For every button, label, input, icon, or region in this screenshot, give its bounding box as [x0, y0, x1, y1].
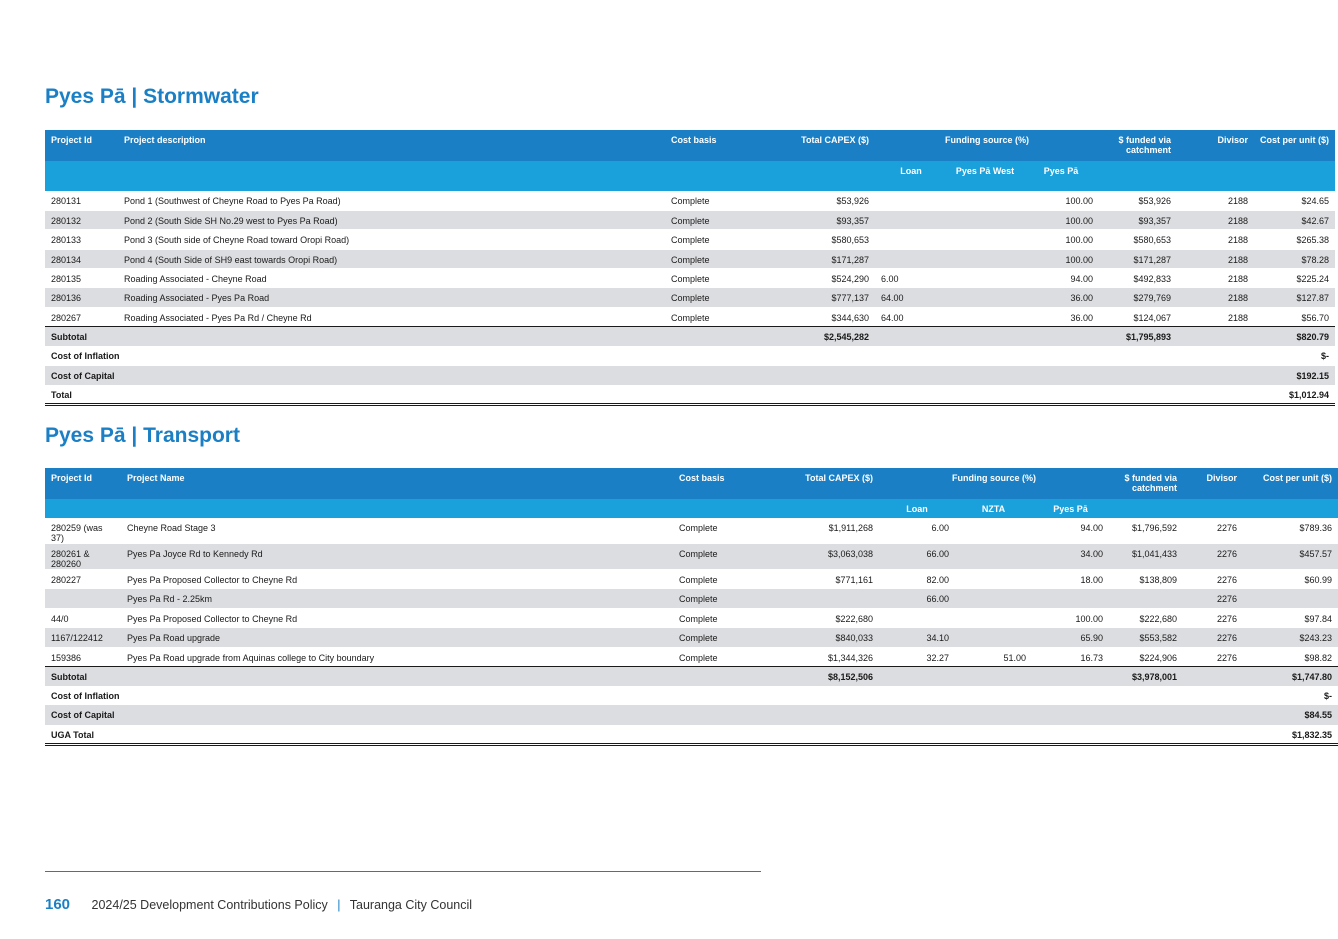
cell-id: 280261 & 280260	[45, 544, 121, 570]
cell-divisor: 2188	[1177, 307, 1254, 326]
cell-divisor: 2276	[1183, 608, 1243, 627]
cell-cpu: $265.38	[1254, 230, 1335, 249]
cell-desc: Pond 1 (Southwest of Cheyne Road to Pyes Pa Road)	[118, 191, 665, 210]
cell-cpu: $127.87	[1254, 288, 1335, 307]
table-row	[45, 249, 1335, 268]
cell-capex: $1,344,326	[765, 647, 879, 666]
total-label: Total	[45, 385, 1254, 404]
table-row	[45, 544, 1338, 570]
cell-cpu: $225.24	[1254, 269, 1335, 288]
cell-id: 280135	[45, 269, 118, 288]
cell-name: Cheyne Road Stage 3	[121, 518, 673, 544]
cell-id: 280227	[45, 570, 121, 589]
capital-value: $192.15	[1254, 366, 1335, 385]
cell-id: 280134	[45, 249, 118, 268]
table-row	[45, 628, 1338, 647]
cell-basis: Complete	[673, 628, 765, 647]
stormwater-table	[45, 130, 1335, 406]
cell-name: Pyes Pa Proposed Collector to Cheyne Rd	[121, 570, 673, 589]
cell-nzta	[955, 544, 1032, 570]
cell-id: 159386	[45, 647, 121, 666]
cell-capex: $222,680	[765, 608, 879, 627]
cell-loan	[875, 191, 947, 210]
subtotal-label: Subtotal	[45, 666, 765, 685]
col-loan: Loan	[879, 499, 955, 518]
table-row	[45, 589, 1338, 608]
cell-basis: Complete	[673, 608, 765, 627]
cell-pyes	[1032, 589, 1109, 608]
cell-cpu: $42.67	[1254, 210, 1335, 229]
cell-id: 280133	[45, 230, 118, 249]
subtotal-funded: $1,795,893	[1099, 327, 1177, 346]
cell-pyes: 16.73	[1032, 647, 1109, 666]
uga-total-value: $1,832.35	[1243, 725, 1338, 744]
transport-title: Pyes Pā | Transport	[45, 424, 240, 447]
table-row	[45, 518, 1338, 544]
cell-funded: $1,796,592	[1109, 518, 1183, 544]
cell-capex: $344,630	[757, 307, 875, 326]
cell-loan	[875, 210, 947, 229]
cell-cpu: $457.57	[1243, 544, 1338, 570]
cell-capex: $93,357	[757, 210, 875, 229]
cell-cpu	[1243, 589, 1338, 608]
cell-nzta	[955, 589, 1032, 608]
cell-west	[947, 191, 1023, 210]
cell-pyes: 94.00	[1032, 518, 1109, 544]
transport-table	[45, 468, 1338, 746]
cell-nzta	[955, 518, 1032, 544]
cell-loan	[879, 608, 955, 627]
cell-funded: $93,357	[1099, 210, 1177, 229]
cell-west	[947, 269, 1023, 288]
cell-funded: $138,809	[1109, 570, 1183, 589]
cell-id: 280132	[45, 210, 118, 229]
table-row	[45, 269, 1335, 288]
col-divisor: Divisor	[1177, 130, 1254, 161]
cell-basis: Complete	[665, 307, 757, 326]
cell-desc: Pond 4 (South Side of SH9 east towards Oropi Road)	[118, 249, 665, 268]
cell-nzta	[955, 608, 1032, 627]
cell-pyes: 36.00	[1023, 288, 1099, 307]
cell-funded: $171,287	[1099, 249, 1177, 268]
cell-capex: $771,161	[765, 570, 879, 589]
cell-cpu: $60.99	[1243, 570, 1338, 589]
subtotal-label: Subtotal	[45, 327, 757, 346]
cell-funded: $53,926	[1099, 191, 1177, 210]
table-row	[45, 230, 1335, 249]
table-row	[45, 191, 1335, 210]
col-cost-basis: Cost basis	[665, 130, 757, 161]
cell-loan: 82.00	[879, 570, 955, 589]
cell-pyes: 100.00	[1023, 210, 1099, 229]
cell-divisor: 2188	[1177, 230, 1254, 249]
cell-funded: $224,906	[1109, 647, 1183, 666]
cell-desc: Pond 2 (South Side SH No.29 west to Pyes Pa Road)	[118, 210, 665, 229]
cell-divisor: 2276	[1183, 544, 1243, 570]
cell-cpu: $243.23	[1243, 628, 1338, 647]
cell-funded: $279,769	[1099, 288, 1177, 307]
col-funded-via-catchment: $ funded via catchment	[1099, 130, 1177, 161]
cell-capex: $1,911,268	[765, 518, 879, 544]
capital-label: Cost of Capital	[45, 366, 1254, 385]
cell-funded: $124,067	[1099, 307, 1177, 326]
document-title: 2024/25 Development Contributions Policy	[91, 898, 328, 912]
inflation-label: Cost of Inflation	[51, 351, 120, 362]
cell-cpu: $789.36	[1243, 518, 1338, 544]
col-nzta: NZTA	[955, 499, 1032, 518]
page-footer	[45, 896, 472, 913]
cell-loan	[875, 230, 947, 249]
cell-funded: $580,653	[1099, 230, 1177, 249]
cell-basis: Complete	[673, 570, 765, 589]
cell-loan: 66.00	[879, 544, 955, 570]
col-project-id: Project Id	[45, 130, 118, 161]
cell-divisor: 2276	[1183, 628, 1243, 647]
cell-name: Pyes Pa Rd - 2.25km	[121, 589, 673, 608]
table-row	[45, 288, 1335, 307]
cell-basis: Complete	[665, 191, 757, 210]
cell-loan: 6.00	[875, 269, 947, 288]
col-cost-basis: Cost basis	[673, 468, 765, 499]
cell-west	[947, 307, 1023, 326]
cell-name: Pyes Pa Joyce Rd to Kennedy Rd	[121, 544, 673, 570]
cell-pyes: 36.00	[1023, 307, 1099, 326]
page-number: 160	[45, 896, 71, 913]
footer-divider	[45, 871, 761, 872]
cell-basis: Complete	[673, 518, 765, 544]
cell-basis: Complete	[673, 544, 765, 570]
cell-desc: Roading Associated - Pyes Pa Road	[118, 288, 665, 307]
cell-capex	[765, 589, 879, 608]
cell-desc: Roading Associated - Cheyne Road	[118, 269, 665, 288]
cell-funded: $492,833	[1099, 269, 1177, 288]
cell-cpu: $78.28	[1254, 249, 1335, 268]
uga-total-label: UGA Total	[45, 725, 1243, 744]
cell-pyes: 34.00	[1032, 544, 1109, 570]
table-row	[45, 570, 1338, 589]
cell-loan: 34.10	[879, 628, 955, 647]
cell-nzta	[955, 628, 1032, 647]
subtotal-capex: $8,152,506	[765, 666, 879, 685]
cell-pyes: 65.90	[1032, 628, 1109, 647]
cell-id: 44/0	[45, 608, 121, 627]
col-project-name: Project Name	[121, 468, 673, 499]
cell-capex: $524,290	[757, 269, 875, 288]
cell-divisor: 2276	[1183, 518, 1243, 544]
cell-capex: $580,653	[757, 230, 875, 249]
cell-funded	[1109, 589, 1183, 608]
cell-divisor: 2188	[1177, 210, 1254, 229]
col-funding-source: Funding source (%)	[875, 130, 1099, 161]
cell-pyes: 100.00	[1023, 191, 1099, 210]
organisation-name: Tauranga City Council	[349, 898, 473, 912]
cell-funded: $1,041,433	[1109, 544, 1183, 570]
col-project-id: Project Id	[45, 468, 121, 499]
cell-pyes: 100.00	[1023, 230, 1099, 249]
subtotal-capex: $2,545,282	[757, 327, 875, 346]
table-row	[45, 307, 1335, 326]
cell-name: Pyes Pa Road upgrade	[121, 628, 673, 647]
cell-west	[947, 249, 1023, 268]
cell-cpu: $24.65	[1254, 191, 1335, 210]
cell-divisor: 2276	[1183, 647, 1243, 666]
cell-pyes: 100.00	[1023, 249, 1099, 268]
cell-loan: 64.00	[875, 288, 947, 307]
cell-capex: $777,137	[757, 288, 875, 307]
cell-loan: 66.00	[879, 589, 955, 608]
cell-name: Pyes Pa Road upgrade from Aquinas college to City boundary	[121, 647, 673, 666]
capital-label: Cost of Capital	[45, 705, 1243, 724]
cell-cpu: $98.82	[1243, 647, 1338, 666]
cell-west	[947, 210, 1023, 229]
cell-divisor: 2188	[1177, 269, 1254, 288]
cell-desc: Pond 3 (South side of Cheyne Road toward Oropi Road)	[118, 230, 665, 249]
table-row	[45, 647, 1338, 666]
col-pyes-pa-west: Pyes Pā West	[947, 161, 1023, 191]
cell-capex: $3,063,038	[765, 544, 879, 570]
col-total-capex: Total CAPEX ($)	[757, 130, 875, 161]
cell-divisor: 2188	[1177, 288, 1254, 307]
cell-divisor: 2188	[1177, 249, 1254, 268]
cell-loan	[875, 249, 947, 268]
cell-id: 280136	[45, 288, 118, 307]
subtotal-cost-per-unit: $820.79	[1254, 327, 1335, 346]
cell-id: 280267	[45, 307, 118, 326]
cell-basis: Complete	[665, 269, 757, 288]
cell-loan: 32.27	[879, 647, 955, 666]
cell-basis: Complete	[665, 249, 757, 268]
subtotal-cost-per-unit: $1,747.80	[1243, 666, 1338, 685]
table-row	[45, 210, 1335, 229]
col-divisor: Divisor	[1183, 468, 1243, 499]
cell-loan: 64.00	[875, 307, 947, 326]
cell-funded: $222,680	[1109, 608, 1183, 627]
cell-divisor: 2276	[1183, 589, 1243, 608]
cell-id: 280131	[45, 191, 118, 210]
cell-west	[947, 288, 1023, 307]
cell-pyes: 100.00	[1032, 608, 1109, 627]
cell-basis: Complete	[673, 647, 765, 666]
col-loan: Loan	[875, 161, 947, 191]
cell-basis: Complete	[665, 210, 757, 229]
cell-basis: Complete	[673, 589, 765, 608]
cell-nzta	[955, 570, 1032, 589]
cell-capex: $171,287	[757, 249, 875, 268]
cell-divisor: 2276	[1183, 570, 1243, 589]
table-row	[45, 608, 1338, 627]
cell-cpu: $56.70	[1254, 307, 1335, 326]
col-project-description: Project description	[118, 130, 665, 161]
col-cost-per-unit: Cost per unit ($)	[1254, 130, 1335, 161]
cell-divisor: 2188	[1177, 191, 1254, 210]
cell-cpu: $97.84	[1243, 608, 1338, 627]
cell-name: Pyes Pa Proposed Collector to Cheyne Rd	[121, 608, 673, 627]
subtotal-funded: $3,978,001	[1109, 666, 1183, 685]
col-funding-source: Funding source (%)	[879, 468, 1109, 499]
inflation-value: $-	[1320, 351, 1329, 362]
cell-nzta: 51.00	[955, 647, 1032, 666]
inflation-value: $-	[1323, 690, 1332, 701]
cell-id: 1167/122412	[45, 628, 121, 647]
cell-loan: 6.00	[879, 518, 955, 544]
footer-separator: |	[337, 898, 341, 912]
cell-id: 280259 (was 37)	[45, 518, 121, 544]
cell-id	[45, 589, 121, 608]
col-pyes-pa: Pyes Pā	[1032, 499, 1109, 518]
cell-desc: Roading Associated - Pyes Pa Rd / Cheyne Rd	[118, 307, 665, 326]
col-pyes-pa: Pyes Pā	[1023, 161, 1099, 191]
cell-funded: $553,582	[1109, 628, 1183, 647]
cell-pyes: 18.00	[1032, 570, 1109, 589]
capital-value: $84.55	[1243, 705, 1338, 724]
cell-basis: Complete	[665, 230, 757, 249]
cell-pyes: 94.00	[1023, 269, 1099, 288]
col-total-capex: Total CAPEX ($)	[765, 468, 879, 499]
col-cost-per-unit: Cost per unit ($)	[1243, 468, 1338, 499]
cell-west	[947, 230, 1023, 249]
cell-capex: $53,926	[757, 191, 875, 210]
stormwater-title: Pyes Pā | Stormwater	[45, 85, 259, 108]
cell-basis: Complete	[665, 288, 757, 307]
cell-capex: $840,033	[765, 628, 879, 647]
col-funded-via-catchment: $ funded via catchment	[1109, 468, 1183, 499]
total-value: $1,012.94	[1254, 385, 1335, 404]
inflation-label: Cost of Inflation	[51, 690, 120, 701]
